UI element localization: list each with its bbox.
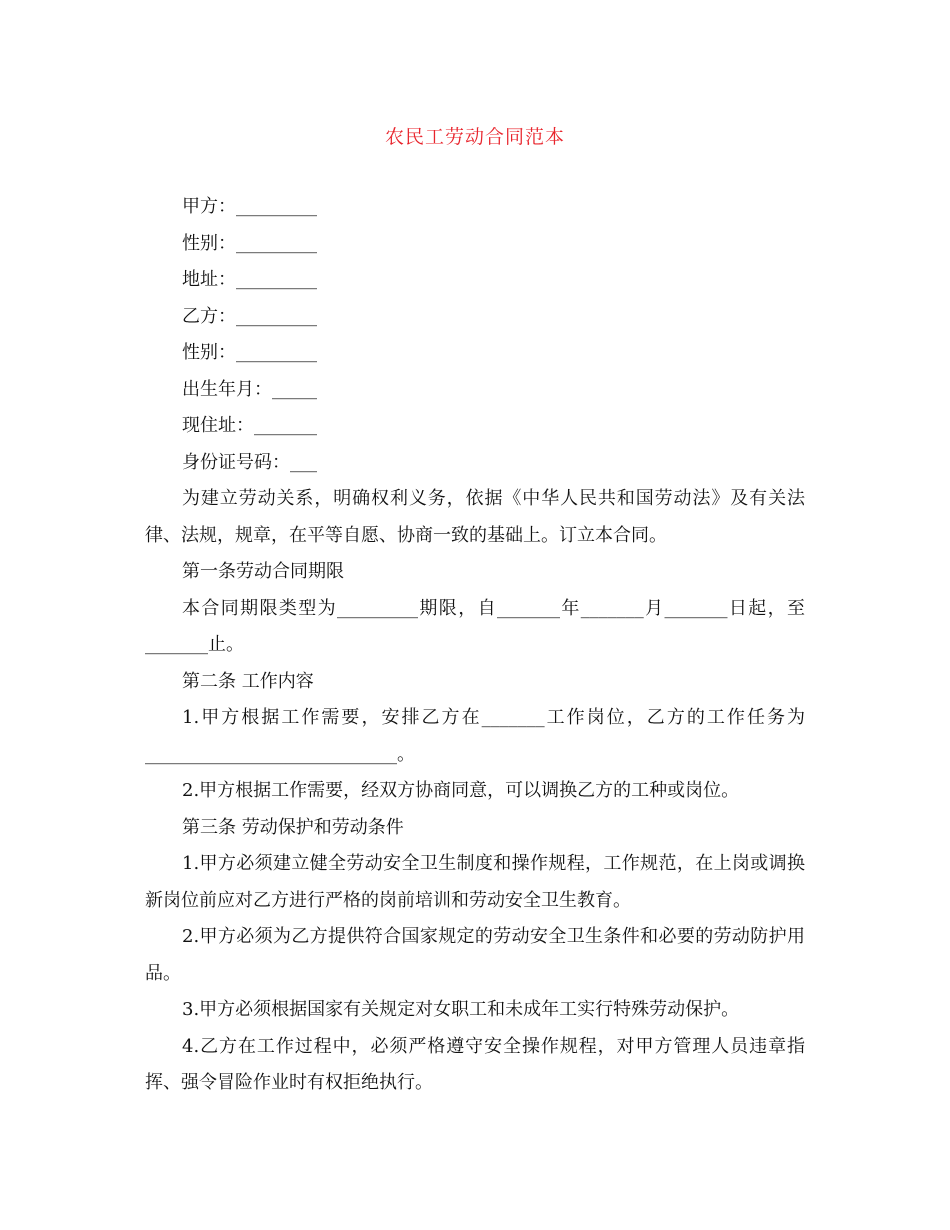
field-id-number: 身份证号码：___: [182, 451, 317, 473]
article-3-item-4: 4.乙方在工作过程中，必须严格遵守安全操作规程，对甲方管理人员违章指挥、强令冒险作业时有权拒绝执行。: [145, 1035, 805, 1093]
field-party-a: 甲方：_________: [182, 196, 317, 217]
article-3-item-2: 2.甲方必须为乙方提供符合国家规定的劳动安全卫生条件和必要的劳动防护用品。: [145, 926, 805, 984]
field-address: 地址：_________: [182, 269, 317, 290]
field-gender-a: 性别：_________: [182, 232, 317, 254]
article-2-item-1: 1.甲方根据工作需要，安排乙方在_______工作岗位，乙方的工作任务为____________________________。: [145, 707, 805, 765]
article-2-item-2: 2.甲方根据工作需要，经双方协商同意，可以调换乙方的工种或岗位。: [182, 780, 740, 801]
field-birth-date: 出生年月：_____: [182, 378, 317, 400]
field-party-b: 乙方：_________: [182, 305, 317, 327]
article-3-item-3: 3.甲方必须根据国家有关规定对女职工和未成年工实行特殊劳动保护。: [182, 999, 740, 1020]
article-3-item-1: 1.甲方必须建立健全劳动安全卫生制度和操作规程，工作规范，在上岗或调换新岗位前应对乙方进行严格的岗前培训和劳动安全卫生教育。: [145, 853, 805, 911]
document-body: [145, 189, 805, 1102]
field-current-address: 现住址：_______: [182, 415, 317, 436]
article-2-heading: 第二条 工作内容: [182, 670, 314, 692]
article-1-text: 本合同期限类型为_________期限，自_______年_______月_______日起，至_______止。: [145, 597, 805, 655]
article-3-heading: 第三条 劳动保护和劳动条件: [182, 816, 404, 838]
document-title: 农民工劳动合同范本: [384, 126, 565, 148]
article-1-heading: 第一条劳动合同期限: [182, 561, 344, 582]
intro-paragraph: 为建立劳动关系，明确权利义务，依据《中华人民共和国劳动法》及有关法律、法规，规章，在平等自愿、协商一致的基础上。订立本合同。: [145, 488, 805, 546]
field-gender-b: 性别：_________: [182, 342, 317, 363]
